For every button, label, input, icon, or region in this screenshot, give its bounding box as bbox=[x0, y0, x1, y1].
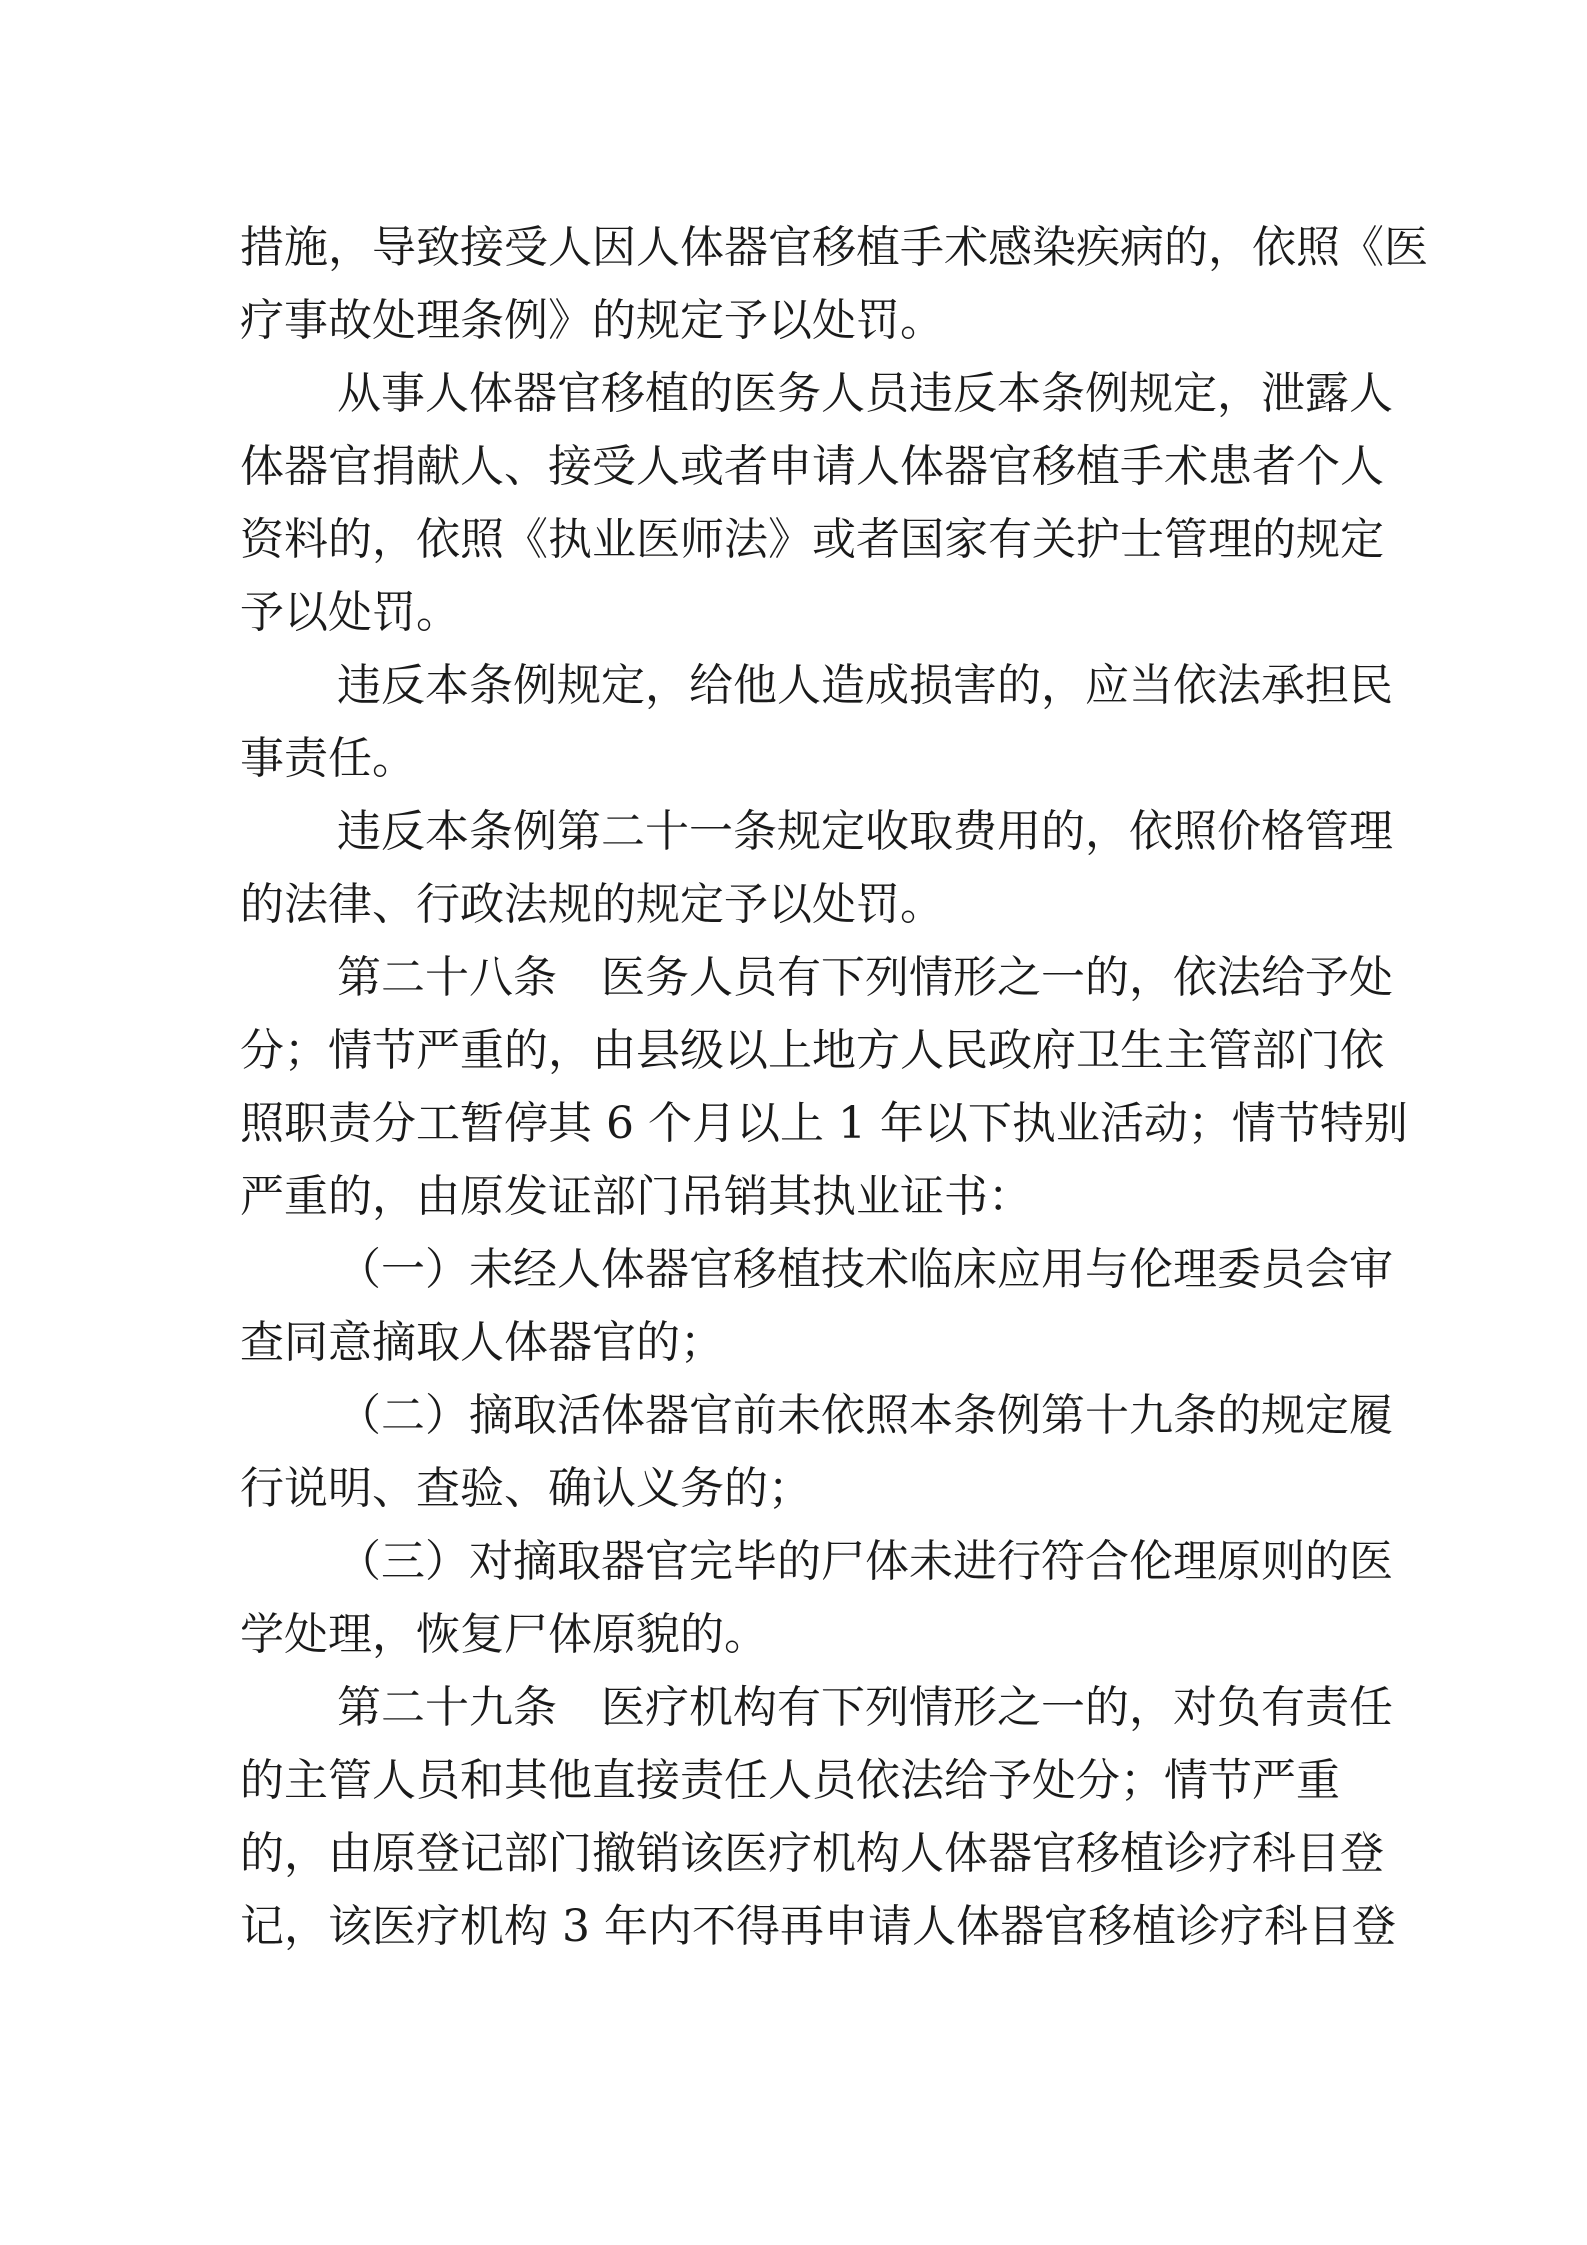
text-line: 分；情节严重的，由县级以上地方人民政府卫生主管部门依 bbox=[240, 1025, 1384, 1076]
text-line: 严重的，由原发证部门吊销其执业证书： bbox=[240, 1171, 1032, 1222]
text-line: 照职责分工暂停其 6 个月以上 1 年以下执业活动；情节特别 bbox=[240, 1098, 1408, 1149]
paragraph-start-line: 违反本条例规定，给他人造成损害的，应当依法承担民 bbox=[337, 660, 1393, 711]
article-29-heading-line: 第二十九条 医疗机构有下列情形之一的，对负有责任 bbox=[337, 1682, 1393, 1733]
text-line: 予以处罚。 bbox=[240, 587, 460, 638]
text-line: 资料的，依照《执业医师法》或者国家有关护士管理的规定 bbox=[240, 514, 1384, 565]
text-line: 体器官捐献人、接受人或者申请人体器官移植手术患者个人 bbox=[240, 441, 1384, 492]
list-item-3-line: （三）对摘取器官完毕的尸体未进行符合伦理原则的医 bbox=[337, 1536, 1393, 1587]
text-line: 的主管人员和其他直接责任人员依法给予处分；情节严重 bbox=[240, 1755, 1340, 1806]
text-line: 疗事故处理条例》的规定予以处罚。 bbox=[240, 295, 944, 346]
text-line: 事责任。 bbox=[240, 733, 416, 784]
text-line: 的法律、行政法规的规定予以处罚。 bbox=[240, 879, 944, 930]
text-line: 查同意摘取人体器官的； bbox=[240, 1317, 724, 1368]
text-line: 记，该医疗机构 3 年内不得再申请人体器官移植诊疗科目登 bbox=[240, 1901, 1396, 1952]
list-item-1-line: （一）未经人体器官移植技术临床应用与伦理委员会审 bbox=[337, 1244, 1393, 1295]
text-line: 措施，导致接受人因人体器官移植手术感染疾病的，依照《医 bbox=[240, 222, 1428, 273]
list-item-2-line: （二）摘取活体器官前未依照本条例第十九条的规定履 bbox=[337, 1390, 1393, 1441]
paragraph-start-line: 从事人体器官移植的医务人员违反本条例规定，泄露人 bbox=[337, 368, 1393, 419]
text-line: 学处理，恢复尸体原貌的。 bbox=[240, 1609, 768, 1660]
article-28-heading-line: 第二十八条 医务人员有下列情形之一的，依法给予处 bbox=[337, 952, 1393, 1003]
text-line: 行说明、查验、确认义务的； bbox=[240, 1463, 812, 1514]
text-line: 的，由原登记部门撤销该医疗机构人体器官移植诊疗科目登 bbox=[240, 1828, 1384, 1879]
paragraph-start-line: 违反本条例第二十一条规定收取费用的，依照价格管理 bbox=[337, 806, 1393, 857]
